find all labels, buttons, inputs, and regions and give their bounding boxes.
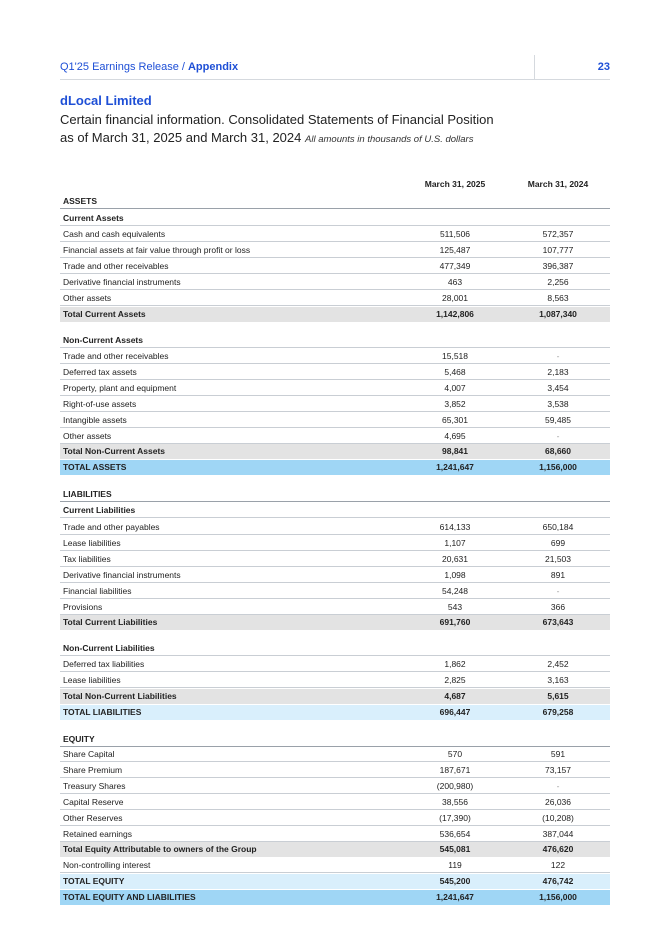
value-2025: 119 — [448, 860, 462, 870]
current-asset-row — [60, 227, 610, 242]
value-2024: 673,643 — [542, 617, 574, 627]
row-label: Other assets — [63, 293, 112, 303]
row-label: Total Non-Current Liabilities — [63, 691, 177, 701]
value-2024: 2,183 — [547, 367, 569, 377]
equity-attributable-row — [60, 842, 610, 857]
value-2025: 1,241,647 — [436, 462, 474, 472]
value-2025: 477,349 — [439, 261, 471, 271]
value-2024: 122 — [550, 860, 566, 870]
equity-section-title — [60, 732, 610, 747]
breadcrumb-release[interactable]: Q1'25 Earnings Release — [60, 61, 179, 73]
assets-section-title — [60, 194, 610, 209]
total-noncurrent-assets-row — [60, 444, 610, 459]
row-label: Treasury Shares — [63, 781, 126, 791]
noncurrent-asset-row — [60, 381, 610, 396]
row-label: Non-Current Liabilities — [63, 643, 155, 653]
noncurrent-asset-row — [60, 365, 610, 380]
value-2024: 73,157 — [545, 765, 571, 775]
column-header-2025: March 31, 2025 — [424, 179, 486, 189]
noncurrent-assets-title — [60, 333, 610, 348]
value-2025: 125,487 — [439, 245, 471, 255]
breadcrumb — [60, 61, 238, 73]
value-2025: 15,518 — [442, 351, 468, 361]
noncurrent-liabilities-title — [60, 641, 610, 656]
value-2024: 2,452 — [547, 659, 569, 669]
value-2024: - — [556, 586, 560, 596]
value-2024: 59,485 — [545, 415, 571, 425]
value-2025: 28,001 — [442, 293, 468, 303]
row-label: Deferred tax assets — [63, 367, 137, 377]
row-label: Retained earnings — [63, 829, 132, 839]
noncurrent-asset-row — [60, 397, 610, 412]
value-2025: 2,825 — [444, 675, 466, 685]
row-label: Provisions — [63, 602, 103, 612]
value-2025: (17,390) — [439, 813, 471, 823]
value-2025: 65,301 — [442, 415, 468, 425]
current-liability-row — [60, 552, 610, 567]
liabilities-section-title — [60, 487, 610, 502]
statement-title-line1: Certain financial information. Consolidated Statements of Financial Position — [60, 112, 494, 127]
row-label: Trade and other receivables — [63, 261, 169, 271]
current-assets-title — [60, 211, 610, 226]
equity-row — [60, 763, 610, 778]
noncurrent-liability-row — [60, 673, 610, 688]
value-2024: 591 — [550, 749, 566, 759]
row-label: Total Current Assets — [63, 309, 146, 319]
row-label: Trade and other receivables — [63, 351, 169, 361]
statement-title-line2: as of March 31, 2025 and March 31, 2024 — [60, 130, 302, 145]
row-label: Right-of-use assets — [63, 399, 137, 409]
row-label: Total Current Liabilities — [63, 617, 158, 627]
value-2024: 1,156,000 — [539, 892, 577, 902]
row-label: Share Capital — [63, 749, 115, 759]
value-2024: 26,036 — [545, 797, 571, 807]
value-2025: 543 — [447, 602, 463, 612]
current-liability-row — [60, 584, 610, 599]
value-2024: 107,777 — [542, 245, 574, 255]
value-2025: 511,506 — [439, 229, 471, 239]
row-label: Intangible assets — [63, 415, 127, 425]
current-asset-row — [60, 275, 610, 290]
row-label: TOTAL ASSETS — [63, 462, 127, 472]
row-label: Deferred tax liabilities — [63, 659, 145, 669]
row-label: Derivative financial instruments — [63, 570, 181, 580]
value-2024: 891 — [550, 570, 566, 580]
value-2025: 545,200 — [439, 876, 471, 886]
current-liabilities-title — [60, 503, 610, 518]
current-liability-row — [60, 568, 610, 583]
value-2025: 54,248 — [442, 586, 468, 596]
value-2025: 696,447 — [439, 707, 471, 717]
value-2025: (200,980) — [436, 781, 474, 791]
value-2025: 1,098 — [444, 570, 466, 580]
value-2024: 21,503 — [545, 554, 571, 564]
noncontrolling-interest-row — [60, 858, 610, 873]
value-2025: 1,241,647 — [436, 892, 474, 902]
value-2025: 536,654 — [439, 829, 471, 839]
row-label: Financial liabilities — [63, 586, 132, 596]
total-noncurrent-liabilities-row — [60, 689, 610, 704]
value-2025: 187,671 — [439, 765, 471, 775]
value-2024: 699 — [550, 538, 566, 548]
value-2025: 4,007 — [444, 383, 466, 393]
page-header — [60, 55, 610, 80]
row-label: Lease liabilities — [63, 538, 121, 548]
row-label: Capital Reserve — [63, 797, 124, 807]
current-liability-row — [60, 600, 610, 615]
total-equity-row — [60, 874, 610, 889]
row-label: Total Non-Current Assets — [63, 446, 166, 456]
equity-row — [60, 795, 610, 810]
row-label: Non-Current Assets — [63, 335, 143, 345]
row-label: Tax liabilities — [63, 554, 111, 564]
value-2024: 679,258 — [542, 707, 574, 717]
row-label: TOTAL EQUITY AND LIABILITIES — [63, 892, 196, 902]
value-2024: 3,163 — [547, 675, 569, 685]
value-2024: 1,156,000 — [539, 462, 577, 472]
breadcrumb-separator: / — [181, 61, 185, 73]
value-2024: 3,538 — [547, 399, 569, 409]
row-label: Derivative financial instruments — [63, 277, 181, 287]
row-label: LIABILITIES — [63, 489, 112, 499]
row-label: Financial assets at fair value through profit or loss — [63, 245, 251, 255]
total-current-assets-row — [60, 307, 610, 322]
equity-row — [60, 747, 610, 762]
row-label: TOTAL LIABILITIES — [63, 707, 142, 717]
value-2024: 396,387 — [542, 261, 574, 271]
noncurrent-asset-row — [60, 429, 610, 444]
value-2024: 476,742 — [542, 876, 574, 886]
current-asset-row — [60, 259, 610, 274]
value-2024: 5,615 — [547, 691, 569, 701]
total-current-liabilities-row — [60, 615, 610, 630]
current-asset-row — [60, 243, 610, 258]
value-2025: 545,081 — [439, 844, 471, 854]
row-label: Total Equity Attributable to owners of the Group — [63, 844, 257, 854]
row-label: ASSETS — [63, 196, 98, 206]
value-2025: 463 — [447, 277, 463, 287]
row-label: Non-controlling interest — [63, 860, 151, 870]
row-label: Other assets — [63, 431, 112, 441]
current-liability-row — [60, 536, 610, 551]
noncurrent-asset-row — [60, 413, 610, 428]
row-label: Lease liabilities — [63, 675, 121, 685]
total-equity-and-liabilities-row — [60, 890, 610, 905]
row-label: Current Liabilities — [63, 505, 136, 515]
value-2024: 476,620 — [542, 844, 574, 854]
value-2025: 691,760 — [439, 617, 471, 627]
current-liability-row — [60, 520, 610, 535]
row-label: Other Reserves — [63, 813, 123, 823]
value-2024: - — [556, 781, 560, 791]
value-2025: 20,631 — [442, 554, 468, 564]
value-2024: 366 — [550, 602, 566, 612]
breadcrumb-section[interactable]: Appendix — [187, 61, 239, 73]
current-asset-row — [60, 291, 610, 306]
value-2025: 98,841 — [442, 446, 468, 456]
value-2025: 1,862 — [444, 659, 466, 669]
value-2024: 650,184 — [542, 522, 574, 532]
row-label: Trade and other payables — [63, 522, 160, 532]
company-name: dLocal Limited — [60, 93, 152, 108]
statement-title — [60, 111, 620, 149]
total-assets-row — [60, 460, 610, 475]
row-label: Share Premium — [63, 765, 123, 775]
value-2024: 68,660 — [545, 446, 571, 456]
value-2024: - — [556, 431, 560, 441]
value-2025: 570 — [447, 749, 463, 759]
total-liabilities-row — [60, 705, 610, 720]
noncurrent-liability-row — [60, 657, 610, 672]
value-2025: 3,852 — [444, 399, 466, 409]
value-2025: 5,468 — [444, 367, 466, 377]
value-2025: 1,142,806 — [436, 309, 474, 319]
value-2024: 2,256 — [547, 277, 569, 287]
header-divider — [534, 55, 535, 79]
page-number: 23 — [597, 61, 610, 73]
row-label: EQUITY — [63, 734, 95, 744]
column-header-2024: March 31, 2024 — [527, 179, 589, 189]
equity-row — [60, 779, 610, 794]
value-2024: 3,454 — [547, 383, 569, 393]
row-label: Cash and cash equivalents — [63, 229, 166, 239]
statement-units-note: All amounts in thousands of U.S. dollars — [305, 134, 474, 145]
value-2025: 4,695 — [444, 431, 466, 441]
value-2025: 4,687 — [444, 691, 466, 701]
value-2024: (10,208) — [542, 813, 574, 823]
equity-row — [60, 827, 610, 842]
row-label: TOTAL EQUITY — [63, 876, 125, 886]
row-label: Property, plant and equipment — [63, 383, 177, 393]
value-2025: 614,133 — [439, 522, 471, 532]
value-2024: 8,563 — [547, 293, 569, 303]
value-2024: 387,044 — [542, 829, 574, 839]
value-2024: - — [556, 351, 560, 361]
value-2025: 1,107 — [444, 538, 466, 548]
row-label: Current Assets — [63, 213, 124, 223]
value-2025: 38,556 — [442, 797, 468, 807]
value-2024: 572,357 — [542, 229, 574, 239]
noncurrent-asset-row — [60, 349, 610, 364]
value-2024: 1,087,340 — [539, 309, 577, 319]
equity-row — [60, 811, 610, 826]
